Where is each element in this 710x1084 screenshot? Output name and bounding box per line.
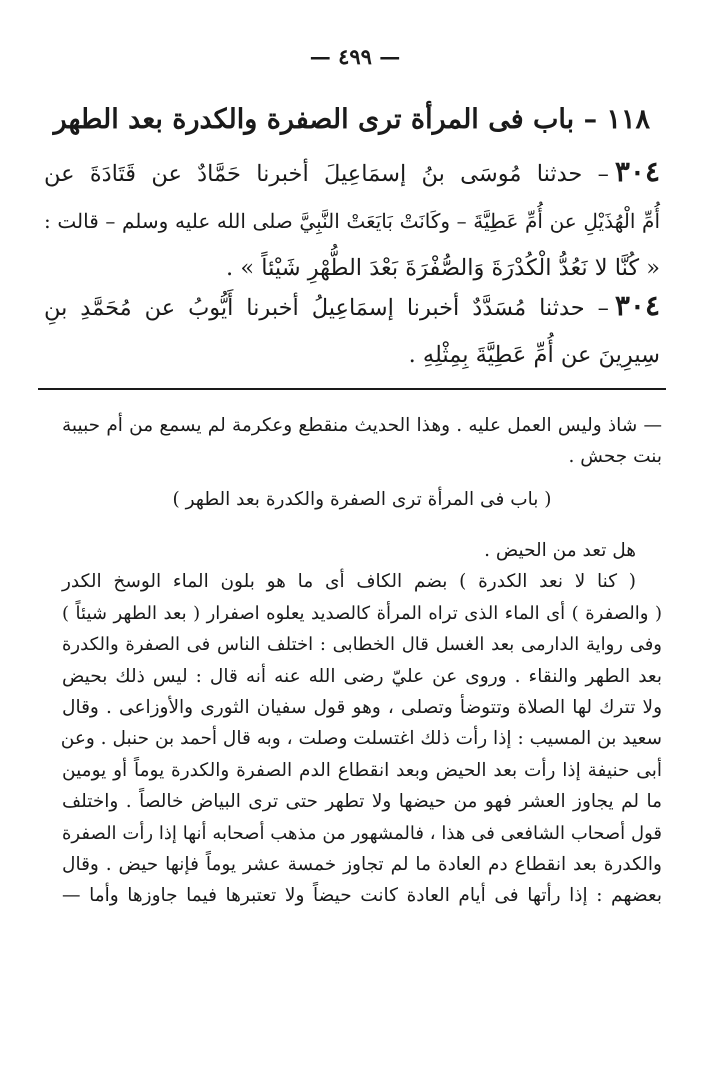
commentary-line: أبى حنيفة إذا رأت بعد الحيض وبعد انقطاع الدم الصفرة والكدرة يوماً أو يومين	[62, 759, 662, 781]
hadith-2	[44, 282, 660, 379]
commentary-intro	[62, 410, 662, 473]
commentary-line: ( والصفرة ) أى الماء الذى تراه المرأة كالصديد يعلوه اصفرار ( بعد الطهر شيئاً )	[62, 602, 662, 624]
commentary-line: هل تعد من الحيض .	[484, 540, 636, 561]
hadith-line: أُمِّ الْهُذَيْلِ عن أُمِّ عَطِيَّةَ – وكَانَتْ بَايَعَتْ النَّبِيَّ صلى الله عليه وسلم – قالت :	[44, 209, 660, 233]
hadith-line	[44, 148, 660, 198]
chapter-title: ١١٨ – باب فى المرأة ترى الصفرة والكدرة بعد الطهر	[53, 104, 650, 135]
hadith-text: – حدثنا مُوسَى بنُ إسمَاعِيلَ أخبرنا حَمَّادٌ عن قَتَادَةَ عن	[44, 161, 609, 187]
commentary-line: سعيد بن المسيب : إذا رأت ذلك اغتسلت وصلت ، وبه قال أحمد بن حنبل . وعن	[60, 728, 662, 750]
commentary-line: — شاذ وليس العمل عليه . وهذا الحديث منقطع وعكرمة لم يسمع من أم حبيبة	[62, 415, 662, 436]
hadith-1	[44, 148, 660, 292]
hadith-line: « كُنَّا لا نَعُدُّ الْكُدْرَةَ وَالصُّفْرَةَ بَعْدَ الطُّهْرِ شَيْئاً » .	[226, 255, 660, 281]
commentary-subtitle: ( باب فى المرأة ترى الصفرة والكدرة بعد الطهر )	[172, 489, 552, 510]
commentary-line: ولا تترك لها الصلاة وتتوضأ وتصلى ، وهو قول سفيان الثورى والأوزاعى . وقال	[62, 697, 662, 719]
commentary-line: والكدرة بعد انقطاع دم العادة ما لم تجاوز خمسة عشر يوماً فإنها حيض . وقال	[62, 854, 662, 876]
commentary-line: بنت جحش .	[568, 446, 662, 468]
commentary-body	[62, 535, 662, 912]
footnote-divider	[38, 388, 666, 390]
hadith-line	[44, 282, 660, 332]
hadith-number: ٣٠٤	[614, 155, 660, 188]
page-number: — ٤٩٩ —	[309, 44, 401, 69]
hadith-number: ٣٠٤	[614, 289, 660, 322]
commentary-line: قول أصحاب الشافعى فى هذا ، فالمشهور من مذهب أصحابه أنها إذا رأت الصفرة	[62, 822, 662, 844]
hadith-text: – حدثنا مُسَدَّدٌ أخبرنا إسمَاعِيلُ أخبرنا أَيُّوبُ عن مُحَمَّدِ بنِ	[44, 295, 609, 321]
commentary-line: وفى رواية الدارمى بعد الغسل قال الخطابى : اختلف الناس فى الصفرة والكدرة	[62, 634, 662, 656]
commentary-line: ( كنا لا نعد الكدرة ) بضم الكاف أى ما هو بلون الماء الوسخ الكدر	[62, 571, 636, 593]
commentary-line: ما لم يجاوز العشر فهو من حيضها ولا تطهر حتى ترى البياض خالصاً . واختلف	[62, 791, 662, 813]
hadith-line: سِيرِينَ عن أُمِّ عَطِيَّةَ بِمِثْلِهِ .	[408, 342, 660, 368]
commentary-line: بعضهم : إذا رأتها فى أيام العادة كانت حيضاً ولا تعتبرها فيما جاوزها وأما —	[62, 885, 662, 907]
commentary-line: بعد الطهر والنقاء . وروى عن عليّ رضى الله عنه أنه قال : ليس ذلك بحيض	[62, 665, 662, 687]
